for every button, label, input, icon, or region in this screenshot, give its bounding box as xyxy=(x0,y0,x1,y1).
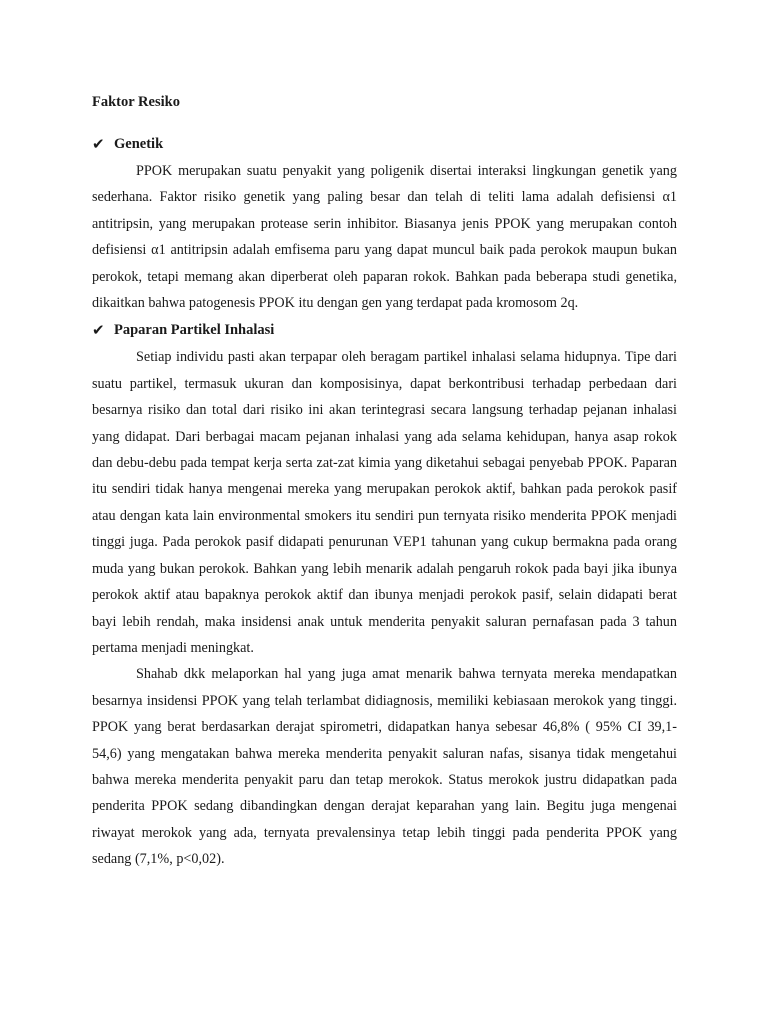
document-title: Faktor Resiko xyxy=(92,94,180,110)
checkmark-icon: ✔ xyxy=(92,135,105,153)
section-genetik xyxy=(92,130,677,316)
document-page xyxy=(92,88,677,873)
paragraph: Setiap individu pasti akan terpapar oleh beragam partikel inhalasi selama hidupnya. Tipe dari suatu partikel, termasuk ukuran dan komposisinya, dapat berkontribusi terhadap perbedaan dari besarnya risiko dan total dari risiko ini akan terintegrasi secara langsung terhadap pejanan inhalasi yang didapat. Dari berbagai macam pejanan inhalasi yang ada selama kehidupan, hanya asap rokok dan debu-debu pada tempat kerja serta zat-zat kimia yang diketahui sebagai penyebab PPOK. Paparan itu sendiri tidak hanya mengenai mereka yang merupakan perokok aktif, bahkan pada perokok pasif atau dengan kata lain environmental smokers itu sendiri pun ternyata risiko menderita PPOK menjadi tinggi juga. Pada perokok pasif didapati penurunan VEP1 tahunan yang cukup bermakna pada orang muda yang bukan perokok. Bahkan yang lebih menarik adalah pengaruh rokok pada bayi jika ibunya perokok aktif atau bapaknya perokok aktif dan ibunya menjadi perokok pasif, selain didapati berat bayi lebih rendah, maka insidensi anak untuk menderita penyakit saluran pernafasan pada 3 tahun pertama menjadi meningkat. xyxy=(92,349,677,656)
section-paparan-partikel-inhalasi xyxy=(92,316,677,872)
section-heading-genetik xyxy=(92,130,677,158)
section-heading-paparan xyxy=(92,316,677,344)
section-heading-text: Paparan Partikel Inhalasi xyxy=(114,322,275,339)
paragraph: PPOK merupakan suatu penyakit yang poligenik disertai interaksi lingkungan genetik yang sederhana. Faktor risiko genetik yang paling besar dan telah di teliti lama adalah defisiensi α1 antitripsin, yang merupakan protease serin inhibitor. Biasanya jenis PPOK yang merupakan contoh defisiensi α1 antitripsin adalah emfisema paru yang dapat muncul baik pada perokok maupun bukan perokok, tetapi memang akan diperberat oleh paparan rokok. Bahkan pada beberapa studi genetika, dikaitkan bahwa patogenesis PPOK itu dengan gen yang terdapat pada kromosom 2q. xyxy=(92,163,677,312)
section-heading-text: Genetik xyxy=(114,136,164,152)
paragraph: Shahab dkk melaporkan hal yang juga amat menarik bahwa ternyata mereka mendapatkan besarnya insidensi PPOK yang telah terlambat didiagnosis, memiliki kebiasaan merokok yang tinggi. PPOK yang berat berdasarkan derajat spirometri, didapatkan hanya sebesar 46,8% ( 95% CI 39,1-54,6) yang mengatakan bahwa mereka menderita penyakit saluran nafas, sisanya tidak mengetahui bahwa mereka menderita penyakit paru dan tetap merokok. Status merokok justru didapatkan pada penderita PPOK sedang dibandingkan dengan derajat keparahan yang lain. Begitu juga mengenai riwayat merokok yang ada, ternyata prevalensinya tetap lebih tinggi pada penderita PPOK yang sedang (7,1%, p<0,02). xyxy=(92,666,677,868)
checkmark-icon: ✔ xyxy=(92,321,105,340)
